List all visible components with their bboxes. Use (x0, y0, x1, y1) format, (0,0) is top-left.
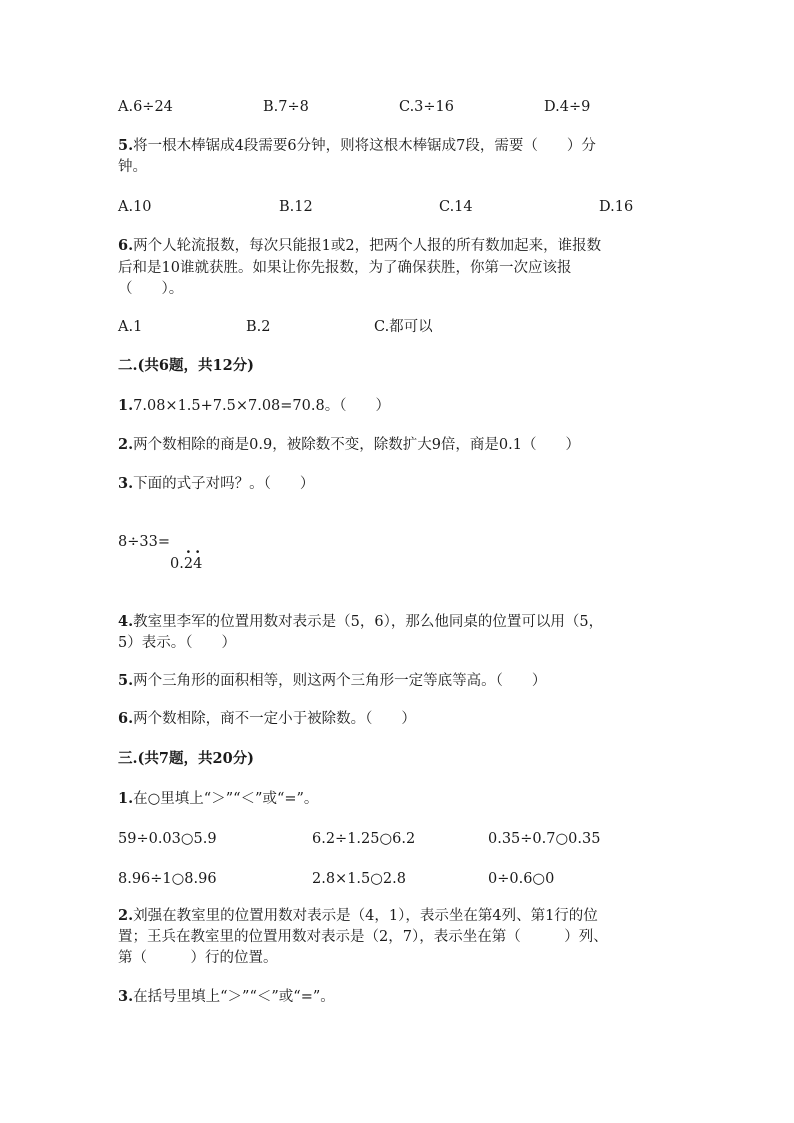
s3-q1 (118, 789, 318, 809)
compare-2-3: 0÷0.6○0 (488, 871, 555, 887)
q5-number: 5. (118, 137, 134, 154)
q4-option-c: C.3÷16 (399, 99, 455, 115)
s2-item3-text: 下面的式子对吗？。（ ） (133, 476, 315, 492)
q6-option-b: B.2 (246, 319, 271, 335)
q5-line2: 钟。 (118, 159, 147, 175)
q6-text-1: 两个人轮流报数，每次只能报1或2，把两个人报的所有数加起来，谁报数 (133, 238, 602, 254)
q5-line1 (118, 136, 596, 156)
q5-text-1: 将一根木棒锯成4段需要6分钟，则将这根木棒锯成7段，需要（ ）分 (133, 138, 596, 154)
s3-q1-number: 1. (118, 790, 134, 807)
s2-item1 (118, 396, 390, 416)
s2-item6-number: 6. (118, 710, 134, 727)
s2-item5 (118, 671, 546, 691)
s3-q2-line1 (118, 906, 598, 926)
s3-q2-text: 刘强在教室里的位置用数对表示是（4，1），表示坐在第4列、第1行的位 (133, 908, 598, 924)
q6-line3: （ ）。 (118, 281, 184, 297)
q4-option-b: B.7÷8 (263, 99, 309, 115)
q5-option-d: D.16 (599, 199, 634, 215)
s2-item4-number: 4. (118, 613, 134, 630)
s2-item4-line1 (118, 612, 603, 632)
s2-item6 (118, 709, 416, 729)
s2-item4-text: 教室里李军的位置用数对表示是（5，6），那么他同桌的位置可以用（5， (133, 614, 604, 630)
section3-title: 三.(共7题，共20分) (118, 750, 255, 767)
s2-item1-text: 7.08×1.5+7.5×7.08=70.8。（ ） (133, 398, 390, 414)
compare-2-2: 2.8×1.5○2.8 (312, 871, 406, 887)
s2-item2 (118, 435, 580, 455)
section2-title: 二.(共6题，共12分) (118, 357, 255, 374)
q6-option-a: A.1 (118, 319, 143, 335)
s2-result (170, 554, 202, 574)
s2-result-digit1: · 2 (184, 554, 193, 574)
compare-2-1: 8.96÷1○8.96 (118, 871, 217, 887)
q4-option-d: D.4÷9 (544, 99, 591, 115)
s2-result-digit2: · 4 (193, 554, 202, 574)
s2-item3 (118, 474, 314, 494)
compare-1-2: 6.2÷1.25○6.2 (312, 831, 416, 847)
s3-q3 (118, 987, 335, 1007)
s2-item5-text: 两个三角形的面积相等，则这两个三角形一定等底等高。（ ） (133, 673, 547, 689)
compare-1-1: 59÷0.03○5.9 (118, 831, 217, 847)
q4-option-a: A.6÷24 (118, 99, 173, 115)
q5-option-b: B.12 (279, 199, 313, 215)
s3-q2-line3: 第（ ）行的位置。 (118, 950, 278, 966)
s2-result-prefix: 0. (170, 556, 184, 572)
q5-option-c: C.14 (439, 199, 473, 215)
s3-q2-line2: 置；王兵在教室里的位置用数对表示是（2，7），表示坐在第（ ）列、 (118, 929, 608, 945)
q6-line1 (118, 236, 601, 256)
s3-q3-number: 3. (118, 988, 134, 1005)
s2-expression: 8÷33= (118, 534, 170, 550)
s2-item2-text: 两个数相除的商是0.9，被除数不变，除数扩大9倍，商是0.1（ ） (133, 437, 580, 453)
s3-q1-text: 在○里填上“＞”“＜”或“=”。 (133, 791, 319, 807)
q6-option-c: C.都可以 (374, 319, 433, 335)
q6-number: 6. (118, 237, 134, 254)
q5-option-a: A.10 (118, 199, 152, 215)
s3-q3-text: 在括号里填上“＞”“＜”或“=”。 (133, 989, 335, 1005)
s2-item1-number: 1. (118, 397, 134, 414)
s2-item6-text: 两个数相除，商不一定小于被除数。（ ） (133, 711, 416, 727)
q6-line2: 后和是10谁就获胜。如果让你先报数，为了确保获胜，你第一次应该报 (118, 260, 572, 276)
s2-item2-number: 2. (118, 436, 134, 453)
s2-item3-number: 3. (118, 475, 134, 492)
s2-item5-number: 5. (118, 672, 134, 689)
s2-item4-line2: 5）表示。（ ） (118, 635, 236, 651)
compare-1-3: 0.35÷0.7○0.35 (488, 831, 601, 847)
s3-q2-number: 2. (118, 907, 134, 924)
